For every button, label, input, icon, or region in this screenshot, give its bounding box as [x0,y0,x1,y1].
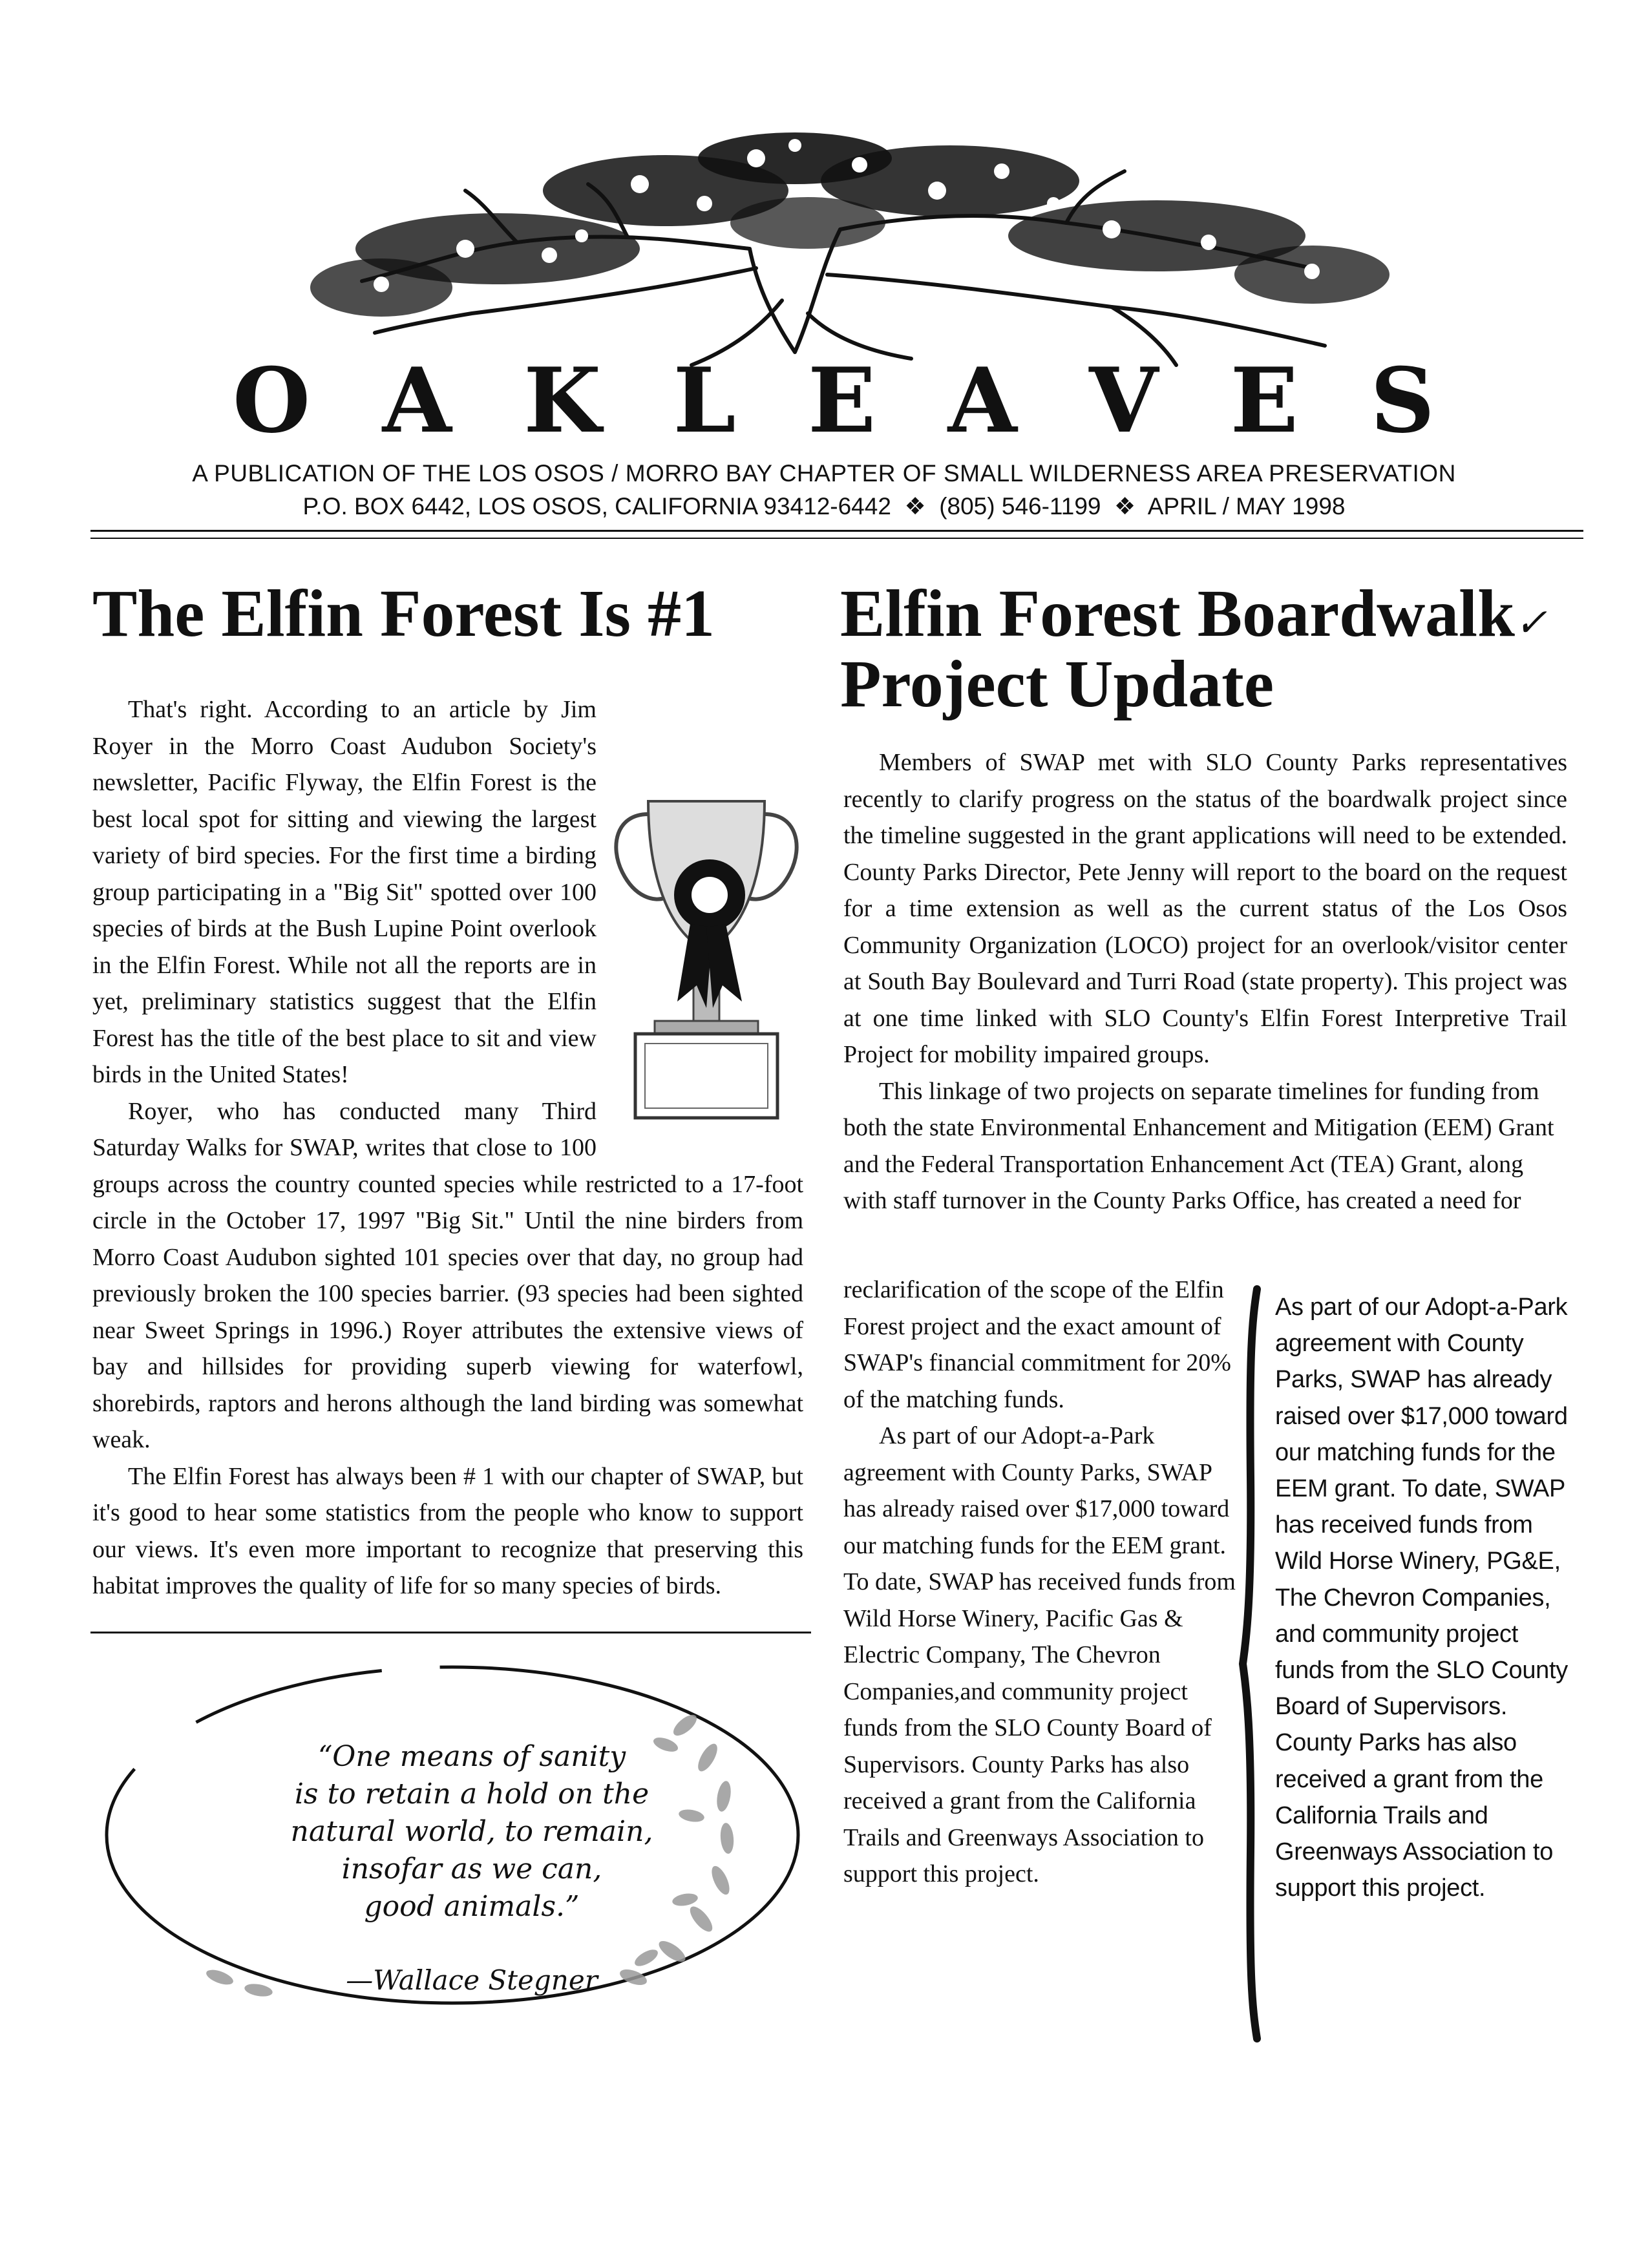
title-letter: E [808,348,876,453]
right-headline-line2: Project Update [840,647,1274,722]
left-article-body [92,691,803,1604]
title-letter: V [1089,348,1159,453]
right-paragraph: Members of SWAP met with SLO County Parks representatives recently to clarify progress on the status of the boardwalk project since the timeline suggested in the grant applications will need to be extended. County Parks Director, Pete Jenny will report to the board on the request for a time extension as well as the current status of the Los Osos Community Organization (LOCO) project for an overlook/visitor center at South Bay Boulevard and Turri Road (state property). This project was at one time linked with SLO County's Elfin Forest Interpretive Trail Project for mobility impaired groups. [843,749,1567,1068]
quote-text [246,1738,698,1926]
right-article-body-lower [843,1272,1238,1893]
title-letter: A [382,348,452,453]
title-letter: K [523,348,602,453]
title-letter: L [673,348,736,453]
right-headline [840,576,1583,722]
publication-address: P.O. BOX 6442, LOS OSOS, CALIFORNIA 93412-6442 ❖ (805) 546-1199 ❖ APRIL / MAY 1998 [302,493,1346,520]
oak-tree-illustration [304,120,1396,375]
title-letter: A [947,348,1017,453]
left-paragraph: Royer, who has conducted many Third Saturday Walks for SWAP, writes that close to 100 groups across the country counted species while restricted to a 17-foot circle in the October 17, 1997 "Big Sit." Until the nine birders from Morro Coast Audubon sighted 101 species over that day, no group had previously broken the 100 species barrier. (93 species had been sighted near Sweet Springs in 1996.) Royer attributes the extensive views of bay and hillsides for providing superb viewing for waterfowl, shorebirds, raptors and herons although the land birding was somewhat weak. [92,1097,803,1453]
title-letter: S [1370,348,1435,453]
left-headline: The Elfin Forest Is #1 [92,576,715,651]
left-column-rule [90,1632,811,1633]
sidebar-text [1275,1289,1579,1906]
right-article-body-top [843,744,1567,1219]
title-letter: O [233,348,311,453]
sidebar-callout [1238,1283,1574,2045]
masthead-rule-thin [90,538,1583,539]
sidebar-paragraph: County Parks has also received a grant from the California Trails and Greenways Association to support this project. [1275,1729,1554,1902]
masthead-rule [90,530,1583,532]
quote-line: “One means of sanity [317,1740,626,1773]
right-paragraph: reclarification of the scope of the Elfin Forest project and the exact amount of SWAP's financial commitment for 20% of the matching funds. [843,1276,1231,1413]
trophy-with-ribbon-icon [609,788,803,1124]
check-mark-icon: ✓ [1514,602,1548,644]
right-paragraph: This linkage of two projects on separate timelines for funding from both the state Environmental Enhancement and Mitigation (EEM) Grant and the Federal Transportation Enhancement Act (TEA) Grant, along with staff turnover in the County Parks Office, has created a need for [843,1077,1554,1214]
sidebar-bracket [1238,1283,1270,2045]
publication-subtitle: A PUBLICATION OF THE LOS OSOS / MORRO BAY CHAPTER OF SMALL WILDERNESS AREA PRESERVATION [192,460,1456,487]
left-paragraph: That's right. According to an article by Jim Royer in the Morro Coast Audubon Society's newsletter, Pacific Flyway, the Elfin Forest is the best local spot for sitting and viewing the largest variety of bird species. For the first time a birding group participating in a "Big Sit" spotted over 100 species of birds at the Bush Lupine Point overlook in the Elfin Forest. While not all the reports are in yet, preliminary statistics suggest that the Elfin Forest has the title of the best place to sit and view birds in the United States! [92,696,597,1088]
quote-line: is to retain a hold on the [294,1778,650,1811]
right-headline-line1: Elfin Forest Boardwalk [840,576,1515,651]
left-paragraph: The Elfin Forest has always been # 1 with our chapter of SWAP, but it's good to hear some statistics from the people who know to support our views. It's even more important to recognize that preserving this habitat improves the quality of life for so many species of birds. [92,1462,803,1599]
quote-line: insofar as we can, [341,1853,602,1885]
right-paragraph: As part of our Adopt-a-Park agreement with County Parks, SWAP has already raised over $17,000 toward our matching funds for the EEM grant. To date, SWAP has received funds from Wild Horse Winery, Pacific Gas & Electric Company, The Chevron Companies,and community project funds from the SLO County Board of Supervisors. County Parks has also received a grant from the California Trails and Greenways Association to support this project. [843,1422,1236,1887]
masthead-title [233,348,1435,453]
quote-line: good animals.” [364,1890,580,1923]
quote-author: —Wallace Stegner [346,1964,598,1996]
title-letter: E [1230,348,1298,453]
sidebar-paragraph: As part of our Adopt-a-Park agreement with County Parks, SWAP has already raised over $17,000 toward our matching funds for the EEM grant. To date, SWAP has received funds from Wild Horse Winery, PG&E, The Chevron Companies, and community project funds from the SLO County Board of Supervisors. [1275,1294,1568,1721]
quote-line: natural world, to remain, [290,1815,653,1848]
